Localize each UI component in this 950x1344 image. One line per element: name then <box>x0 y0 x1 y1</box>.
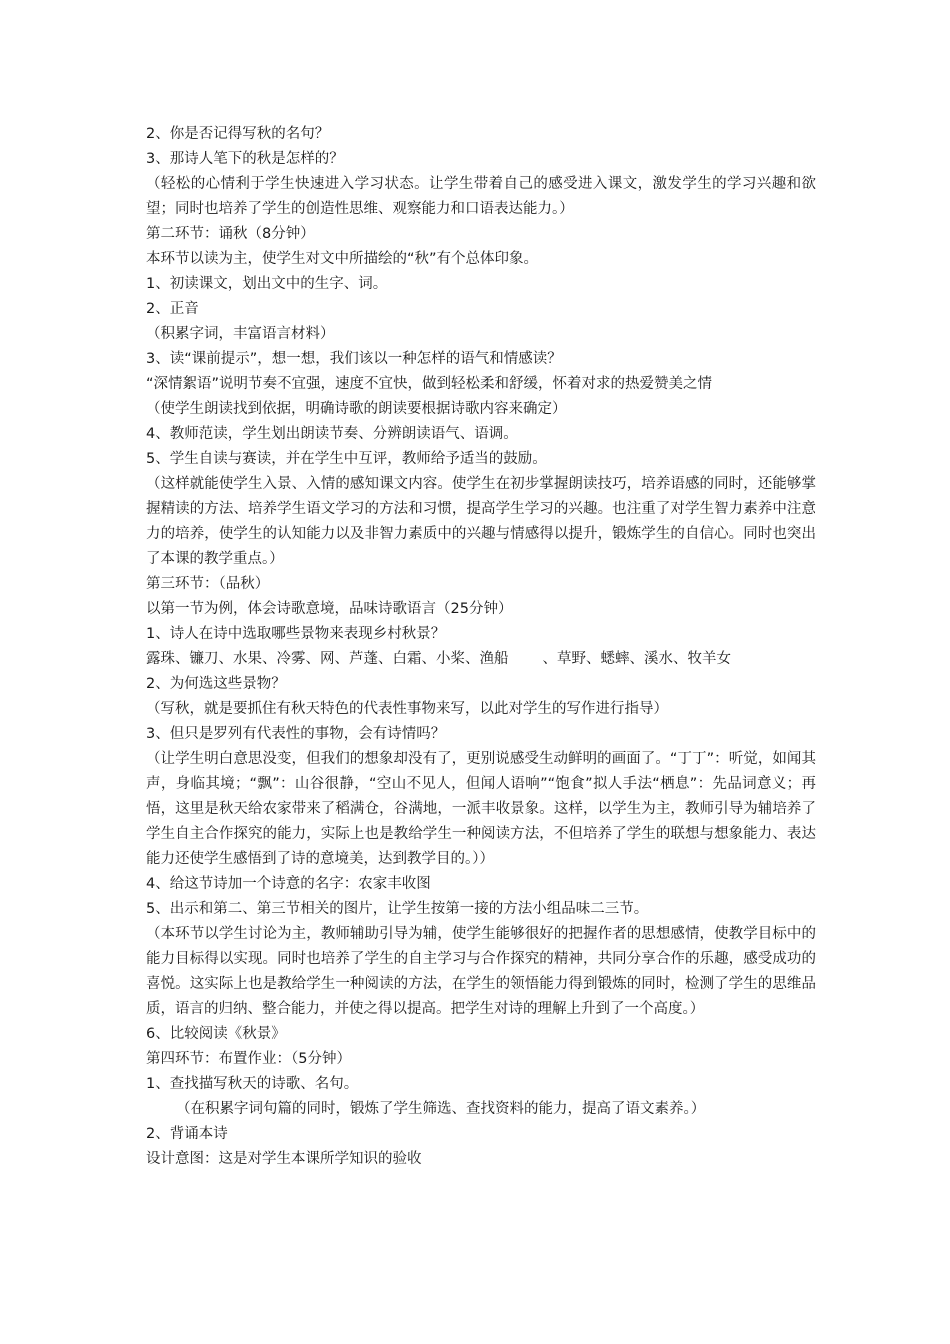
paragraph: “深情絮语”说明节奏不宜强，速度不宜快，做到轻松柔和舒缓，怀着对求的热爱赞美之情 <box>146 376 713 392</box>
paragraph: 3、读“课前提示”，想一想，我们该以一种怎样的语气和情感读？ <box>146 351 562 367</box>
paragraph: 1、初读课文，划出文中的生字、词。 <box>146 276 388 292</box>
paragraph: 5、学生自读与赛读，并在学生中互评，教师给予适当的鼓励。 <box>146 451 547 467</box>
paragraph: 以第一节为例，体会诗歌意境，品味诗歌语言（25分钟） <box>146 601 513 617</box>
paragraph: （本环节以学生讨论为主，教师辅助引导为辅，使学生能够很好的把握作者的思想感情，使教学目标中的能力目标得以实现。同时也培养了学生的自主学习与合作探究的精神，共同分享合作的乐趣，感受成功的喜悦。这实际上也是教给学生一种阅读的方法，在学生的领悟能力得到锻炼的同时，检测了学生的思维品质，语言的归纳、整合能力，并使之得以提高。把学生对诗的理解上升到了一个高度。） <box>146 926 816 1017</box>
paragraph: （轻松的心情利于学生快速进入学习状态。让学生带着自己的感受进入课文，激发学生的学习兴趣和欲望；同时也培养了学生的创造性思维、观察能力和口语表达能力。） <box>146 176 816 217</box>
paragraph: 1、诗人在诗中选取哪些景物来表现乡村秋景？ <box>146 626 446 642</box>
paragraph: 2、你是否记得写秋的名句？ <box>146 126 330 142</box>
paragraph: 2、背诵本诗 <box>146 1126 228 1142</box>
section-heading: 第四环节：布置作业：（5分钟） <box>146 1051 351 1067</box>
paragraph <box>146 647 816 672</box>
paragraph: 设计意图：这是对学生本课所学知识的验收 <box>146 1151 422 1167</box>
paragraph: 5、出示和第二、第三节相关的图片，让学生按第一接的方法小组品味二三节。 <box>146 901 649 917</box>
paragraph: 3、但只是罗列有代表性的事物，会有诗情吗？ <box>146 726 446 742</box>
paragraph: 6、比较阅读《秋景》 <box>146 1026 286 1042</box>
paragraph: （这样就能使学生入景、入情的感知课文内容。使学生在初步掌握朗读技巧，培养语感的同时，还能够掌握精读的方法、培养学生语文学习的方法和习惯，提高学生学习的兴趣。也注重了对学生智力素养中注意力的培养，使学生的认知能力以及非智力素质中的兴趣与情感得以提升，锻炼学生的自信心。同时也突出了本课的教学重点。） <box>146 476 816 567</box>
scenery-list-part-2: 、草野、蟋蟀、溪水、牧羊女 <box>542 651 731 667</box>
paragraph: 1、查找描写秋天的诗歌、名句。 <box>146 1076 359 1092</box>
paragraph: （积累字词，丰富语言材料） <box>146 326 335 342</box>
paragraph: （写秋，就是要抓住有秋天特色的代表性事物来写，以此对学生的写作进行指导） <box>146 701 668 717</box>
paragraph: 本环节以读为主，使学生对文中所描绘的“秋”有个总体印象。 <box>146 251 539 267</box>
scenery-list-part-1: 露珠、镰刀、水果、冷雾、网、芦蓬、白霜、小桨、渔船 <box>146 651 509 667</box>
paragraph: （让学生明白意思没变，但我们的想象却没有了，更别说感受生动鲜明的画面了。“丁丁”：听觉，如闻其声，身临其境；“飘”：山谷很静，“空山不见人，但闻人语响”“饱食”拟人手法“栖息”：先品词意义；再悟，这里是秋天给农家带来了稻满仓，谷满地，一派丰收景象。这样，以学生为主，教师引导为辅培养了学生自主合作探究的能力，实际上也是教给学生一种阅读方法，不但培养了学生的联想与想象能力、表达能力还使学生感悟到了诗的意境美，达到教学目的。）） <box>146 751 816 867</box>
paragraph: 4、给这节诗加一个诗意的名字：农家丰收图 <box>146 876 431 892</box>
paragraph: 2、为何选这些景物？ <box>146 676 286 692</box>
document-page <box>146 122 816 1172</box>
paragraph: （使学生朗读找到依据，明确诗歌的朗读要根据诗歌内容来确定） <box>146 401 567 417</box>
section-heading: 第三环节：（品秋） <box>146 576 270 592</box>
paragraph: 4、教师范读，学生划出朗读节奏、分辨朗读语气、语调。 <box>146 426 518 442</box>
paragraph: （在积累字词句篇的同时，锻炼了学生筛选、查找资料的能力，提高了语文素养。） <box>176 1101 706 1117</box>
paragraph: 2、正音 <box>146 301 199 317</box>
section-heading: 第二环节：诵秋（8分钟） <box>146 226 315 242</box>
paragraph: 3、那诗人笔下的秋是怎样的？ <box>146 151 344 167</box>
